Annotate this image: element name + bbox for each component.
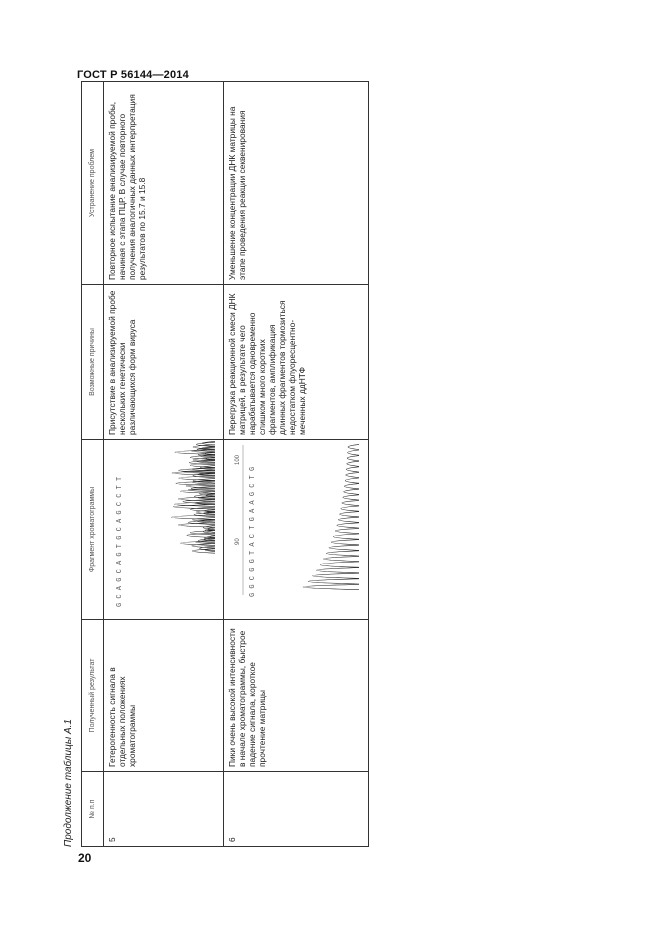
chromatogram-peak	[173, 505, 215, 509]
table-row	[224, 82, 369, 847]
chromatogram-row5	[107, 435, 220, 615]
chromatogram-peak	[345, 484, 359, 489]
col-header-num: № п.п	[82, 772, 104, 847]
chromatogram-peak	[313, 573, 359, 578]
table-caption: Продолжение таблицы А.1	[63, 719, 74, 847]
chromatogram-peak	[347, 456, 359, 461]
chromatogram-peak	[347, 461, 359, 466]
col-header-result: Полученный результат	[82, 620, 104, 772]
col-header-fix: Устранение проблем	[82, 82, 104, 285]
chromatogram-peak	[205, 509, 215, 513]
row-number: 5	[104, 772, 224, 847]
chromatogram-peak	[333, 534, 359, 539]
row-fix: Уменьшение концентрации ДНК матрицы на этапе проведения реакции секвенирования	[224, 82, 369, 285]
chromatogram-peak	[343, 495, 359, 500]
rotated-table-block	[63, 82, 418, 847]
row-number: 6	[224, 772, 369, 847]
chromatogram-peak	[308, 579, 359, 584]
row-causes: Присутствие в анализируемой пробе нескольких генетически различающихся форм вируса	[104, 285, 224, 440]
chromatogram-peak	[331, 540, 359, 545]
row-result: Гетерогенность сигнала в отдельных положениях хроматограммы	[104, 620, 224, 772]
chromatogram-peak	[346, 467, 359, 472]
chromatogram-peak	[317, 568, 359, 573]
table-row	[104, 82, 224, 847]
chromatogram-peak	[187, 533, 215, 537]
scale-label-90: 90	[235, 538, 241, 545]
chromatogram-peak	[337, 523, 359, 528]
chromatogram-peak	[341, 506, 359, 511]
chromatogram-peak	[326, 551, 359, 556]
chromatogram-cell	[224, 440, 369, 620]
chromatogram-peak	[346, 472, 359, 477]
problems-table	[81, 81, 369, 847]
col-header-chromatogram: Фрагмент хроматограммы	[82, 440, 104, 620]
chromatogram-peak	[348, 450, 359, 455]
chromatogram-peak	[329, 545, 359, 550]
chromatogram-cell	[104, 440, 224, 620]
chromatogram-peak	[340, 512, 359, 517]
row-causes: Перегрузка реакционной смеси ДНК матрицей, в результате чего нарабатывается одновременно слишком много коротких фрагментов, амплификация длинных фрагментов тормозиться недостатком флуоресцентно-меченных ддНТФ	[224, 285, 369, 440]
chromatogram-peak	[323, 556, 359, 561]
chromatogram-peak	[345, 478, 359, 483]
table-header-row	[82, 82, 104, 847]
sequence-label: G C A G C A G T G C A G C C T T	[116, 476, 124, 607]
page-number: 20	[78, 851, 92, 865]
document-header: ГОСТ Р 56144—2014	[77, 69, 189, 81]
row-fix: Повторное испытание анализируемой пробы, начиная с этапа ПЦР. В случае повторного получения аналогичных данных интерпретация результатов по 15.7 и 15.8	[104, 82, 224, 285]
chromatogram-peak	[348, 444, 359, 449]
chromatogram-row6	[227, 435, 365, 615]
chromatogram-peak	[320, 562, 359, 567]
row-result: Пики очень высокой интенсивности в начале хроматограммы, быстрое падение сигнала, короткое прочтение матрицы	[224, 620, 369, 772]
chromatogram-peak	[303, 584, 359, 589]
col-header-causes: Возможные причины	[82, 285, 104, 440]
chromatogram-peak	[335, 528, 359, 533]
chromatogram-peak	[176, 481, 215, 485]
chromatogram-peak	[338, 517, 359, 522]
chromatogram-peak	[171, 515, 215, 519]
chromatogram-peak	[175, 450, 215, 454]
chromatogram-peak	[192, 544, 215, 548]
sequence-label: G G C G G T A C T G A A G C T G	[249, 466, 257, 597]
chromatogram-peak	[344, 489, 359, 494]
chromatogram-peak	[186, 484, 215, 488]
chromatogram-peak	[342, 500, 359, 505]
scale-label-100: 100	[235, 454, 241, 465]
chromatogram-peak	[181, 541, 215, 545]
chromatogram-peak	[188, 520, 215, 524]
